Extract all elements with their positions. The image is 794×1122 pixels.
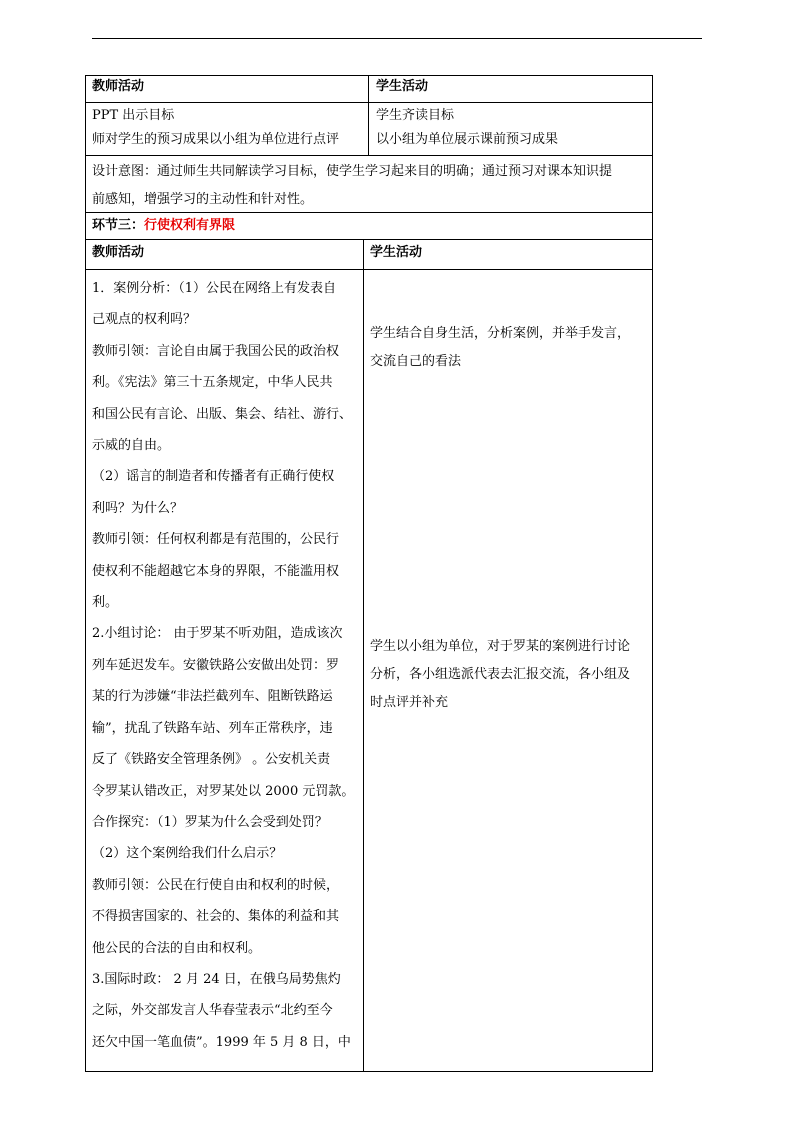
- student-response-line: 时点评并补充: [370, 695, 449, 710]
- table1-student-cell: [369, 103, 652, 155]
- table1-header-row: [85, 75, 653, 102]
- activity-table-2: [85, 239, 653, 1072]
- table1-student-line: 以小组为单位展示课前预习成果: [376, 132, 559, 147]
- table2-teacher-cell: [86, 270, 364, 1071]
- teacher-activity-line: 教师引领：言论自由属于我国公民的政治权: [92, 343, 340, 359]
- teacher-activity-line: 还欠中国一笔血债”。1999 年 5 月 8 日，中: [92, 1034, 351, 1050]
- teacher-activity-line: 不得损害国家的、社会的、集体的利益和其: [92, 909, 340, 925]
- header-rule: [92, 38, 702, 39]
- teacher-activity-line: 某的行为涉嫌“非法拦截列车、阻断铁路运: [92, 689, 333, 705]
- teacher-activity-line: 3.国际时政： 2 月 24 日，在俄乌局势焦灼: [92, 971, 341, 987]
- teacher-activity-line: 利吗？为什么？: [92, 500, 184, 516]
- teacher-activity-line: 之际，外交部发言人华春莹表示“北约至今: [92, 1003, 333, 1019]
- teacher-activity-line: 教师引领：任何权利都是有范围的，公民行: [92, 532, 340, 548]
- section-prefix: 环节三：: [92, 218, 145, 233]
- teacher-activity-line: 示威的自由。: [92, 438, 171, 454]
- teacher-activity-line: 列车延迟发车。安徽铁路公安做出处罚：罗: [92, 657, 340, 673]
- teacher-activity-line: 利。: [92, 595, 119, 611]
- table1-header-student: 学生活动: [376, 79, 429, 94]
- teacher-activity-line: 合作探究：（1）罗某为什么会受到处罚？: [92, 814, 328, 830]
- student-response-line: 交流自己的看法: [370, 354, 462, 369]
- table2-student-cell: [364, 270, 652, 1071]
- teacher-activity-line: 利。《宪法》第三十五条规定，中华人民共: [92, 375, 333, 391]
- teacher-activity-line: 他公民的合法的自由和权利。: [92, 940, 262, 956]
- teacher-activity-line: 和国公民有言论、出版、集会、结社、游行、: [92, 406, 353, 422]
- student-response-line: 分析，各小组选派代表去汇报交流，各小组及: [370, 667, 631, 682]
- teacher-activity-line: 输”，扰乱了铁路车站、列车正常秩序，违: [92, 720, 333, 736]
- student-response-block-1: [370, 320, 630, 376]
- table1-teacher-line: PPT 出示目标: [92, 108, 175, 123]
- teacher-activity-line: 2.小组讨论： 由于罗某不听劝阻，造成该次: [92, 626, 343, 642]
- section-title-row: [85, 212, 653, 240]
- student-response-line: 学生结合自身生活，分析案例，并举手发言，: [370, 326, 631, 341]
- student-response-block-2: [370, 633, 630, 717]
- table1-design-row: [85, 155, 653, 212]
- table2-content-row: [85, 269, 653, 1072]
- activity-table-1: [85, 75, 653, 240]
- teacher-activity-line: 使权利不能超越它本身的界限，不能滥用权: [92, 563, 340, 579]
- table2-header-row: [85, 239, 653, 269]
- teacher-activity-line: （2）谣言的制造者和传播者有正确行使权: [92, 469, 335, 485]
- table1-content-row: [85, 102, 653, 155]
- table1-student-line: 学生齐读目标: [376, 108, 455, 123]
- table2-header-teacher: 教师活动: [86, 240, 364, 269]
- table1-teacher-cell: [86, 103, 369, 155]
- student-response-line: 学生以小组为单位，对于罗某的案例进行讨论: [370, 639, 631, 654]
- teacher-activity-line: 令罗某认错改正，对罗某处以 2000 元罚款。: [92, 783, 355, 799]
- table2-header-student: 学生活动: [370, 245, 423, 260]
- table1-teacher-line: 师对学生的预习成果以小组为单位进行点评: [92, 132, 340, 147]
- table1-header-teacher: 教师活动: [86, 76, 369, 102]
- teacher-activity-line: 己观点的权利吗？: [92, 312, 197, 328]
- section-title: [86, 213, 652, 239]
- design-intent-line: 设计意图：通过师生共同解读学习目标，使学生学习起来目的明确；通过预习对课本知识提: [92, 164, 613, 179]
- teacher-activity-line: 1．案例分析：（1）公民在网络上有发表自: [92, 281, 337, 296]
- design-intent-cell: [86, 156, 652, 212]
- section-title-text: 行使权利有界限: [144, 218, 236, 233]
- teacher-activity-line: 教师引领：公民在行使自由和权利的时候，: [92, 877, 340, 893]
- teacher-activity-line: （2）这个案例给我们什么启示？: [92, 846, 283, 862]
- design-intent-line: 前感知，增强学习的主动性和针对性。: [92, 192, 314, 207]
- teacher-activity-line: 反了《铁路安全管理条例》 。公安机关责: [92, 752, 331, 768]
